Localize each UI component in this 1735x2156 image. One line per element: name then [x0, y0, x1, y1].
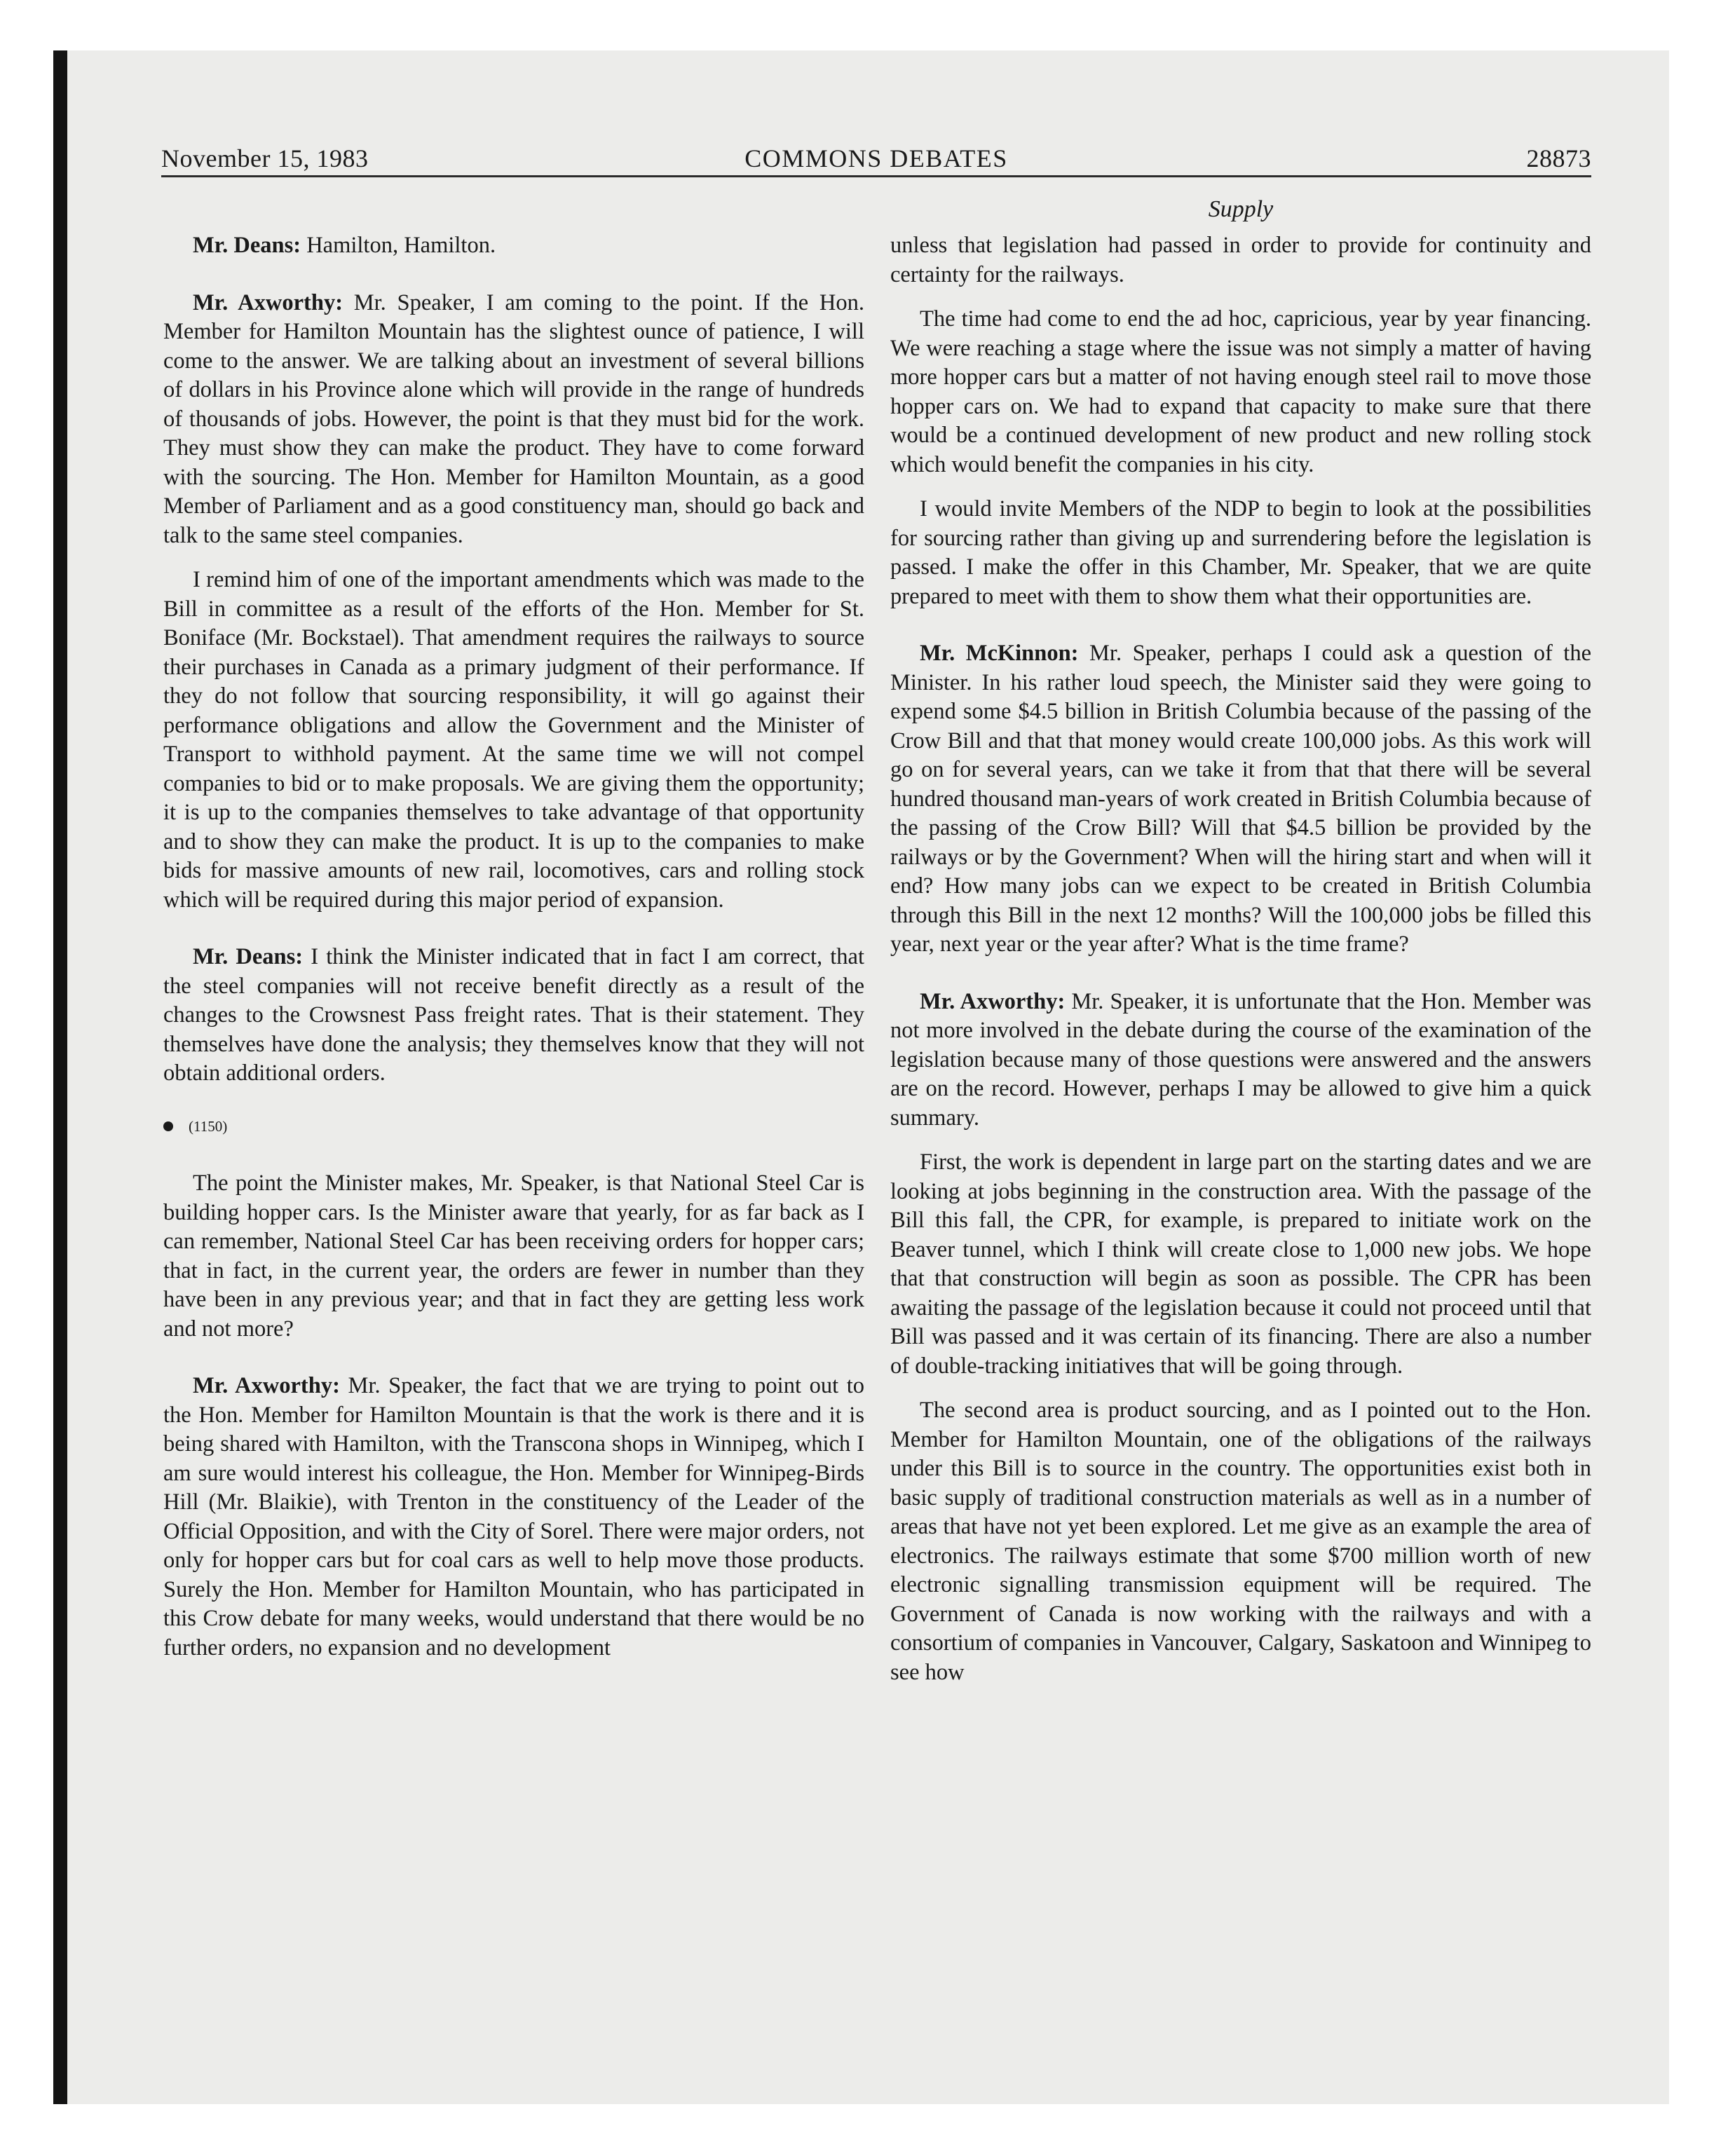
speaker-name: Mr. McKinnon:	[920, 641, 1079, 666]
right-column	[890, 231, 1591, 1703]
paragraph	[890, 988, 1591, 1133]
paragraph	[163, 1169, 864, 1344]
paragraph-text: First, the work is dependent in large part on the starting dates and we are looking at jobs beginning in the construction area. With the passage of the Bill this fall, the CPR, for example, is prepared to initiate work on the Beaver tunnel, which I think will create close to 1,000 new jobs. We hope that that construction will begin as soon as possible. The CPR has been awaiting the passage of the legislation because it could not proceed until that Bill was passed and it was certain of its financing. There are also a number of double-tracking initiatives that will be going through.	[890, 1149, 1591, 1379]
paragraph	[163, 943, 864, 1089]
paragraph-text: Mr. Speaker, I am coming to the point. If the Hon. Member for Hamilton Mountain has the slightest ounce of patience, I will come to the answer. We are talking about an investment of several billions of dollars in his Province alone which will provide in the range of hundreds of thousands of jobs. However, the point is that they must bid for the work. They must show they can make the product. They have to come forward with the sourcing. The Hon. Member for Hamilton Mountain, as a good Member of Parliament and as a good constituency man, should go back and talk to the same steel companies.	[163, 289, 864, 548]
paragraph-text: unless that legislation had passed in order to provide for continuity and certainty for the railways.	[890, 233, 1591, 287]
paragraph	[163, 289, 864, 551]
paragraph	[890, 305, 1591, 479]
paragraph	[890, 1148, 1591, 1381]
header-page-number: 28873	[1526, 144, 1591, 172]
speaker-name: Mr. Axworthy:	[193, 289, 343, 315]
paragraph-text: Mr. Speaker, perhaps I could ask a question of the Minister. In his rather loud speech, the Minister said they were going to expend some $4.5 billion in British Columbia because of the passing of the Crow Bill and that that money would create 100,000 jobs. As this work will go on for several years, can we take it from that that there will be several hundred thousand man-years of work created in British Columbia because of the passing of the Crow Bill? Will that $4.5 billion be provided by the railways or by the Government? When will the hiring start and when will it end? How many jobs can we expect to be created in British Columbia through this Bill in the next 12 months? Will the 100,000 jobs be filled this year, next year or the year after? What is the time frame?	[890, 641, 1592, 957]
paragraph-text: The second area is product sourcing, and as I pointed out to the Hon. Member for Hamilton Mountain, one of the obligations of the railways under this Bill is to source in the country. The opportunities exist both in basic supply of traditional construction materials as well as in a number of areas that have not yet been explored. Let me give as an example the area of electronics. The railways estimate that some $700 million worth of new electronic signalling transmission equipment will be required. The Government of Canada is now working with the railways and with a consortium of companies in Vancouver, Calgary, Saskatoon and Winnipeg to see how	[890, 1398, 1591, 1685]
section-title: Supply	[1208, 196, 1274, 222]
paragraph	[890, 495, 1591, 611]
bullet-icon	[163, 1121, 173, 1131]
paragraph-text: Mr. Speaker, the fact that we are trying to point out to the Hon. Member for Hamilton Mountain is that the work is there and it is being shared with Hamilton, with the Transcona shops in Winnipeg, which I am sure would interest his colleague, the Hon. Member for Winnipeg-Birds Hill (Mr. Blaikie), with Trenton in the constituency of the Leader of the Official Opposition, and with the City of Sorel. There were major orders, not only for hopper cars but for coal cars as well to help move those products. Surely the Hon. Member for Hamilton Mountain, who has participated in this Crow debate for many weeks, would understand that there would be no further orders, no expansion and no development	[163, 1373, 864, 1660]
header-publication: COMMONS DEBATES	[744, 144, 1008, 172]
paragraph-text: The time had come to end the ad hoc, capricious, year by year financing. We were reaching a stage where the issue was not simply a matter of having more hopper cars but a matter of not having enough steel rail to move those hopper cars on. We had to expand that capacity to make sure that there would be a continued development of new product and new rolling stock which would benefit the companies in his city.	[890, 306, 1591, 477]
speaker-name: Mr. Deans:	[193, 944, 304, 969]
speaker-name: Mr. Axworthy:	[920, 988, 1066, 1014]
time-marker	[163, 1112, 864, 1142]
paragraph-text: I would invite Members of the NDP to begin to look at the possibilities for sourcing rather than giving up and surrendering before the legislation is passed. I make the offer in this Chamber, Mr. Speaker, that we are quite prepared to meet with them to show them what their opportunities are.	[890, 496, 1591, 609]
paragraph-text: Hamilton, Hamilton.	[306, 233, 496, 258]
paragraph-text: Mr. Speaker, it is unfortunate that the Hon. Member was not more involved in the debate during the course of the examination of the legislation because many of those questions were answered and the answers are on the record. However, perhaps I may be allowed to give him a quick summary.	[890, 988, 1591, 1131]
speaker-name: Mr. Axworthy:	[193, 1373, 340, 1398]
paragraph-text: I think the Minister indicated that in fact I am correct, that the steel companies will not receive benefit directly as a result of the changes to the Crowsnest Pass freight rates. That is their statement. They themselves have done the analysis; they themselves know that they will not obtain additional orders.	[163, 944, 865, 1086]
paragraph	[163, 1372, 864, 1663]
time-marker-text: (1150)	[189, 1117, 228, 1135]
paragraph	[163, 231, 864, 261]
paragraph	[890, 639, 1591, 960]
header-rule	[161, 175, 1591, 177]
speaker-name: Mr. Deans:	[193, 233, 301, 258]
header-date: November 15, 1983	[161, 144, 369, 172]
paragraph	[163, 566, 864, 915]
paragraph-text: I remind him of one of the important amendments which was made to the Bill in committee as a result of the efforts of the Hon. Member for St. Boniface (Mr. Bockstael). That amendment requires the railways to source their purchases in Canada as a primary judgment of their performance. If they do not follow that sourcing responsibility, it will go against their performance obligations and allow the Government and the Minister of Transport to withhold payment. At the same time we will not compel companies to bid or to make proposals. We are giving them the opportunity; it is up to the companies themselves to take advantage of that opportunity and to show they can make the product. It is up to the companies to make bids for massive amounts of new rail, locomotives, cars and rolling stock which will be required during this major period of expansion.	[163, 567, 864, 913]
left-column	[163, 231, 864, 1678]
paragraph	[890, 1396, 1591, 1687]
paragraph-text: The point the Minister makes, Mr. Speaker, is that National Steel Car is building hopper cars. Is the Minister aware that yearly, for as far back as I can remember, National Steel Car has been receiving orders for hopper cars; that in fact, in the current year, the orders are fewer in number than they have been in any previous year; and that in fact they are getting less work and not more?	[163, 1171, 864, 1342]
paragraph	[890, 231, 1591, 289]
running-header	[161, 144, 1591, 177]
binding-edge	[53, 50, 67, 2104]
